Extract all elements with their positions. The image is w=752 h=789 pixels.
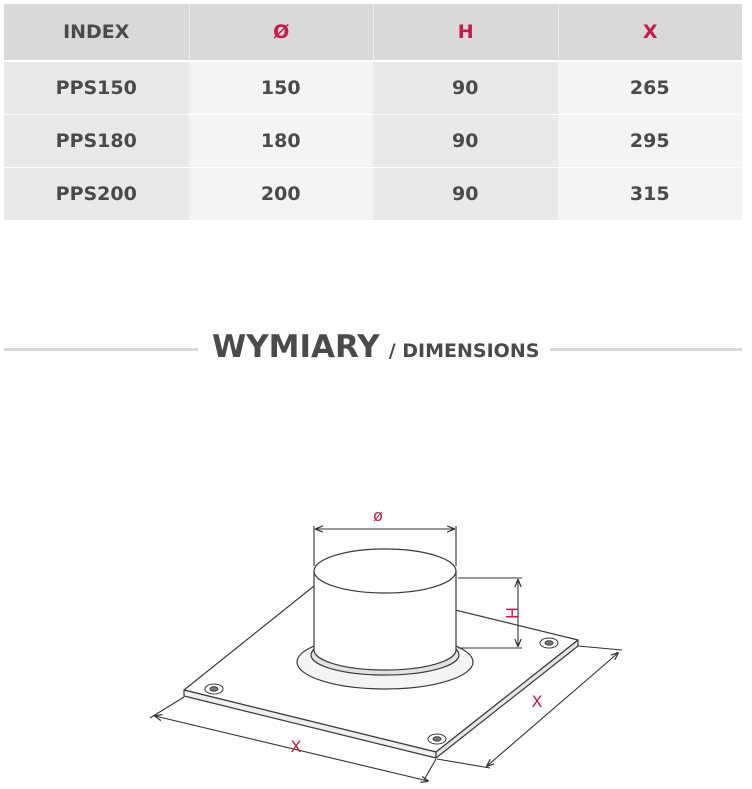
- table-row: [4, 168, 742, 221]
- header-index: INDEX: [4, 4, 189, 62]
- header-diameter: Ø: [189, 4, 374, 62]
- heading-divider-right: [550, 348, 742, 351]
- section-subtitle: / DIMENSIONS: [388, 340, 540, 362]
- cell-x: 265: [558, 62, 743, 115]
- cell-x: 315: [558, 168, 743, 221]
- cell-diameter: 200: [189, 168, 374, 221]
- technical-drawing: [0, 470, 752, 789]
- heading-text: [212, 329, 539, 365]
- cell-height: 90: [373, 62, 558, 115]
- label-height: H: [502, 606, 521, 620]
- heading-divider-left: [4, 348, 198, 351]
- label-x-side: X: [531, 692, 543, 711]
- pipe: [314, 549, 456, 670]
- table-row: [4, 115, 742, 168]
- dimensions-table: [4, 4, 742, 221]
- table-header-row: [4, 4, 742, 62]
- cell-height: 90: [373, 115, 558, 168]
- dimensions-section-heading: [0, 325, 752, 373]
- section-title: WYMIARY: [212, 329, 380, 365]
- table-row: [4, 62, 742, 115]
- cell-diameter: 150: [189, 62, 374, 115]
- cell-x: 295: [558, 115, 743, 168]
- label-diameter: ø: [373, 506, 383, 525]
- cell-index: PPS150: [4, 62, 189, 115]
- cell-diameter: 180: [189, 115, 374, 168]
- cell-index: PPS180: [4, 115, 189, 168]
- header-height: H: [373, 4, 558, 62]
- label-x-front: X: [290, 737, 302, 756]
- header-x: X: [558, 4, 743, 62]
- cell-index: PPS200: [4, 168, 189, 221]
- cell-height: 90: [373, 168, 558, 221]
